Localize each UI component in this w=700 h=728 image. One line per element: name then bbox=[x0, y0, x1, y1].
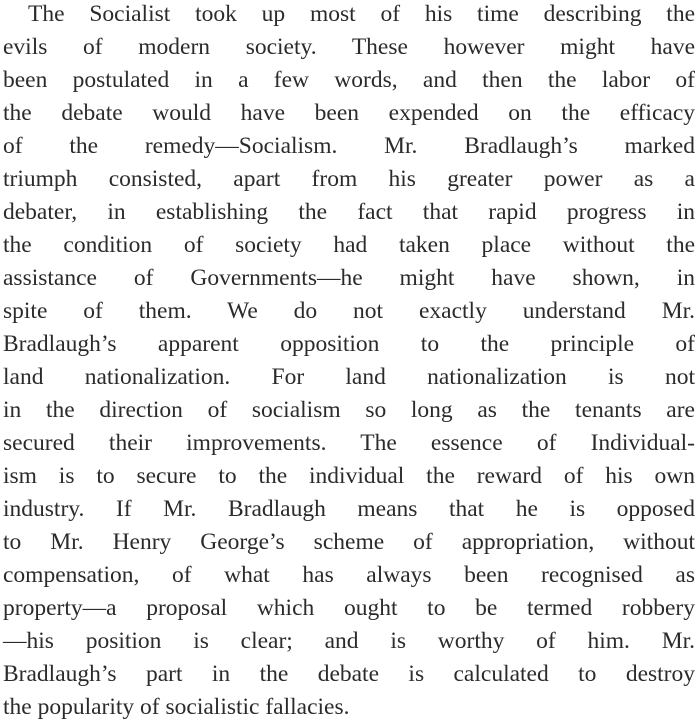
text-line-4: the debate would have been expended on the efficacy bbox=[3, 100, 695, 126]
text-line-12: land nationalization. For land nationalization is not bbox=[3, 364, 695, 390]
text-line-9: assistance of Governments—he might have shown, in bbox=[3, 265, 695, 291]
text-line-14: secured their improvements. The essence of Individual- bbox=[3, 430, 695, 456]
text-line-13: in the direction of socialism so long as the tenants are bbox=[3, 397, 695, 423]
text-line-7: debater, in establishing the fact that rapid progress in bbox=[3, 199, 695, 225]
text-line-2: evils of modern society. These however might have bbox=[3, 34, 695, 60]
text-line-10: spite of them. We do not exactly understand Mr. bbox=[3, 298, 695, 324]
text-line-15: ism is to secure to the individual the reward of his own bbox=[3, 463, 695, 489]
text-line-11: Bradlaugh’s apparent opposition to the principle of bbox=[3, 331, 695, 357]
text-line-6: triumph consisted, apart from his greater power as a bbox=[3, 166, 695, 192]
text-line-5: of the remedy—Socialism. Mr. Bradlaugh’s marked bbox=[3, 133, 695, 159]
text-line-19: property—a proposal which ought to be termed robbery bbox=[3, 595, 695, 621]
text-line-21: Bradlaugh’s part in the debate is calculated to destroy bbox=[3, 661, 695, 687]
text-line-17: to Mr. Henry George’s scheme of appropriation, without bbox=[3, 529, 695, 555]
text-line-3: been postulated in a few words, and then the labor of bbox=[3, 67, 695, 93]
text-line-22: the popularity of socialistic fallacies. bbox=[3, 694, 350, 720]
text-line-16: industry. If Mr. Bradlaugh means that he is opposed bbox=[3, 496, 695, 522]
text-line-1: The Socialist took up most of his time describing the bbox=[28, 1, 695, 27]
text-line-18: compensation, of what has always been recognised as bbox=[3, 562, 695, 588]
text-line-8: the condition of society had taken place without the bbox=[3, 232, 695, 258]
text-line-20: —his position is clear; and is worthy of him. Mr. bbox=[3, 628, 695, 654]
